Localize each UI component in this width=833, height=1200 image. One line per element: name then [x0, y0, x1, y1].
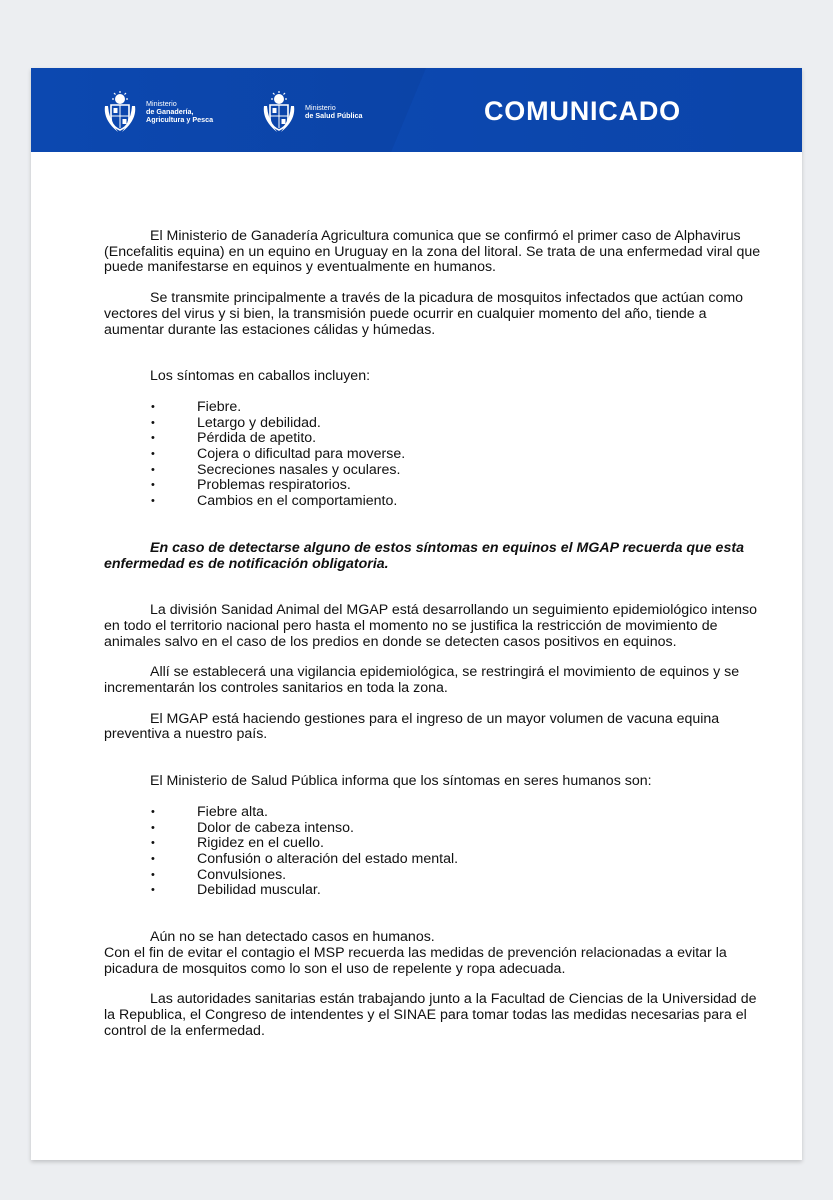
notification-warning: En caso de detectarse alguno de estos síntomas en equinos el MGAP recuerda que esta enfermedad es de notificación obligatoria.	[104, 539, 744, 572]
list-item: • Rigidez en el cuello.	[104, 836, 764, 852]
paragraph-vaccine: El MGAP está haciendo gestiones para el ingreso de un mayor volumen de vacuna equina preventiva a nuestro país.	[104, 710, 720, 743]
mgap-line3: Agricultura y Pesca	[146, 115, 214, 125]
list-item: • Dolor de cabeza intenso.	[104, 821, 764, 837]
uruguay-coat-of-arms-icon	[101, 90, 139, 134]
header-banner	[31, 68, 802, 152]
list-item: • Debilidad muscular.	[104, 883, 764, 899]
paragraph-no-human-cases: Aún no se han detectado casos en humanos.	[150, 929, 435, 946]
list-item: • Pérdida de apetito.	[104, 431, 764, 447]
paragraph-intro: El Ministerio de Ganadería Agricultura comunica que se confirmó el primer caso de Alphavirus (Encefalitis equina) en un equino en Uruguay en la zona del litoral. Se trata de una enfermedad viral que puede manifestarse en equinos y eventualmente en humanos.	[104, 228, 761, 276]
msp-logo	[260, 90, 363, 134]
paragraph-prevention: Con el fin de evitar el contagio el MSP recuerda las medidas de prevención relacionadas a evitar la picadura de mosquitos como lo son el uso de repelente y ropa adecuada.	[104, 944, 727, 977]
mgap-logo-text	[146, 100, 213, 125]
list-item: • Convulsiones.	[104, 868, 764, 884]
uruguay-coat-of-arms-icon	[260, 90, 298, 134]
horse-symptoms-list	[104, 400, 764, 510]
paragraph-authorities: Las autoridades sanitarias están trabajando junto a la Facultad de Ciencias de la Universidad de la Republica, el Congreso de intendentes y el SINAE para tomar todas las medidas necesarias para el control de la enfermedad.	[104, 991, 757, 1039]
list-item: • Fiebre.	[104, 400, 764, 416]
paragraph-restrictions: Allí se establecerá una vigilancia epidemiológica, se restringirá el movimiento de equinos y se incrementarán los controles sanitarios en toda la zona.	[104, 664, 740, 697]
paragraph-surveillance: La división Sanidad Animal del MGAP está desarrollando un seguimiento epidemiológico intenso en todo el territorio nacional pero hasta el momento no se justifica la restricción de movimiento de animales salvo en el caso de los predios en donde se detecten casos positivos en equinos.	[104, 602, 758, 650]
horse-symptoms-intro: Los síntomas en caballos incluyen:	[150, 368, 371, 385]
human-symptoms-list	[104, 805, 764, 899]
list-item: • Cambios en el comportamiento.	[104, 494, 764, 510]
mgap-line2: de Ganadería,	[146, 106, 194, 116]
msp-line1: Ministerio	[305, 102, 336, 112]
list-item: • Cojera o dificultad para moverse.	[104, 447, 764, 463]
list-item: • Secreciones nasales y oculares.	[104, 463, 764, 479]
mgap-line1: Ministerio	[146, 98, 177, 108]
paragraph-transmission: Se transmite principalmente a través de la picadura de mosquitos infectados que actúan como vectores del virus y si bien, la transmisión puede ocurrir en cualquier momento del año, tiende a aumentar durante las estaciones cálidas y húmedas.	[104, 290, 744, 338]
document-body	[104, 229, 764, 1039]
mgap-logo	[101, 90, 213, 134]
page-title: COMUNICADO	[484, 96, 681, 126]
list-item: • Confusión o alteración del estado mental.	[104, 852, 764, 868]
list-item: • Letargo y debilidad.	[104, 416, 764, 432]
msp-line2: de Salud Pública	[305, 111, 363, 120]
list-item: • Fiebre alta.	[104, 805, 764, 821]
human-symptoms-intro: El Ministerio de Salud Pública informa que los síntomas en seres humanos son:	[150, 773, 652, 790]
document-page	[31, 68, 802, 1160]
msp-logo-text	[305, 104, 363, 120]
list-item: • Problemas respiratorios.	[104, 478, 764, 494]
